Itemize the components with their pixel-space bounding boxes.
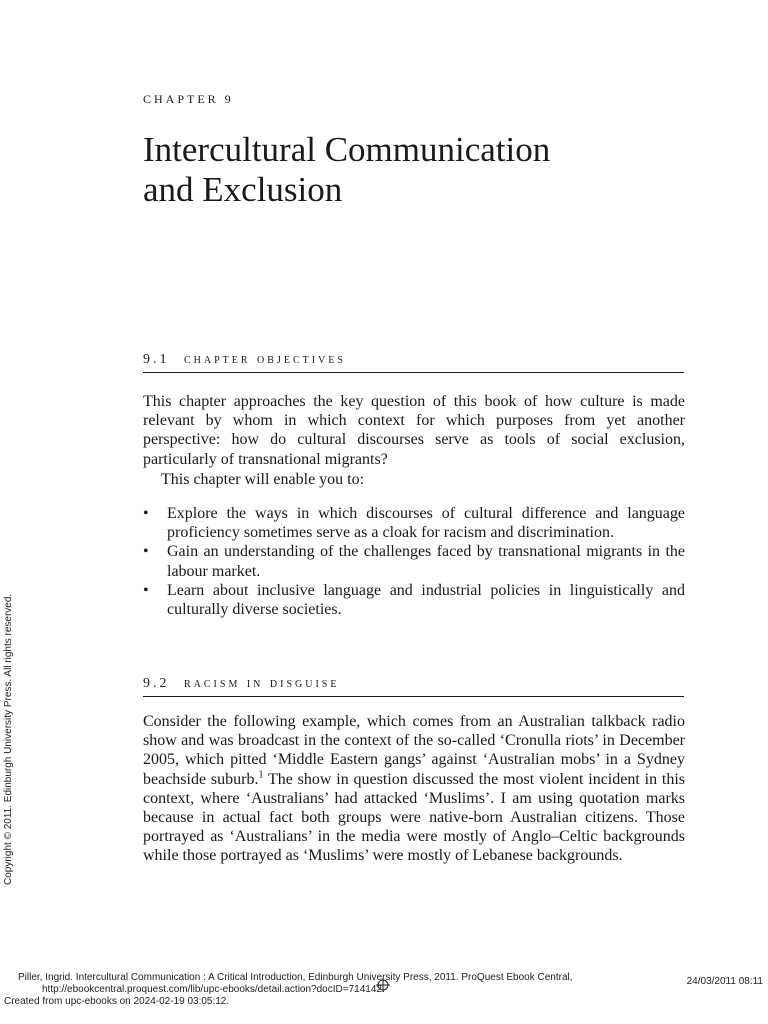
- section-title: chapter objectives: [184, 352, 346, 367]
- footnote-marker[interactable]: 1: [258, 769, 264, 781]
- paragraph-text: Consider the following example, which comes from an Australian talkback radio show and was broadcast in the context of the so-called ‘Cronulla riots’ in December 2005, which pitted ‘Middle Eastern gangs’ against ‘Australian mobs’ in a Sydney beachside suburb.: [143, 713, 685, 788]
- created-timestamp: Created from upc-ebooks on 2024-02-19 03:05:12.: [4, 996, 230, 1007]
- section-heading-racism: [143, 676, 684, 697]
- print-date: 24/03/2011 08:11: [686, 976, 763, 987]
- chapter-title-line2: and Exclusion: [143, 170, 343, 209]
- list-item: [143, 542, 685, 580]
- objectives-list: [143, 504, 685, 619]
- bullet-icon: •: [143, 581, 149, 599]
- source-url[interactable]: http://ebookcentral.proquest.com/lib/upc-ebooks/detail.action?docID=714142.: [42, 984, 385, 995]
- bullet-icon: •: [143, 543, 149, 561]
- bullet-icon: •: [143, 505, 149, 522]
- list-item-text: Learn about inclusive language and industrial policies in linguistically and culturally diverse societies.: [167, 581, 685, 619]
- objectives-intro: This chapter approaches the key question of this book of how culture is made relevant by whom in which context for which purposes from yet another perspective: how do cultural discourses serve as tools of social exclusion, particularly of transnational migrants?: [143, 393, 685, 468]
- chapter-title-line1: Intercultural Communication: [143, 130, 551, 169]
- racism-paragraph: [143, 712, 685, 866]
- chapter-label: CHAPTER 9: [143, 92, 234, 106]
- list-item-text: Explore the ways in which discourses of cultural difference and language proficiency sometimes serve as a cloak for racism and discrimination.: [167, 505, 685, 542]
- crosshair-icon: [376, 978, 390, 992]
- objectives-enable: This chapter will enable you to:: [161, 471, 365, 488]
- section-title: racism in disguise: [184, 676, 340, 691]
- list-item: [143, 504, 685, 542]
- chapter-title: [143, 130, 683, 210]
- section-number: 9.1: [143, 352, 170, 367]
- list-item-text: Gain an understanding of the challenges faced by transnational migrants in the labour market.: [167, 543, 685, 580]
- paragraph-text: The show in question discussed the most violent incident in this context, where ‘Australians’ had attacked ‘Muslims’. I am using quotation marks because in actual fact both groups were native-born Australian citizens. Those portrayed as ‘Australians’ in the media were mostly of Anglo–Celtic backgrounds while those portrayed as ‘Muslims’ were mostly of Lebanese backgrounds.: [143, 770, 685, 865]
- list-item: [143, 581, 685, 619]
- citation-text: Piller, Ingrid. Intercultural Communication : A Critical Introduction, Edinburgh University Press, 2011. ProQuest Ebook Central,: [18, 972, 573, 983]
- section-heading-objectives: [143, 352, 684, 373]
- section-number: 9.2: [143, 676, 170, 691]
- copyright-notice: Copyright © 2011. Edinburgh University Press. All rights reserved.: [3, 593, 14, 885]
